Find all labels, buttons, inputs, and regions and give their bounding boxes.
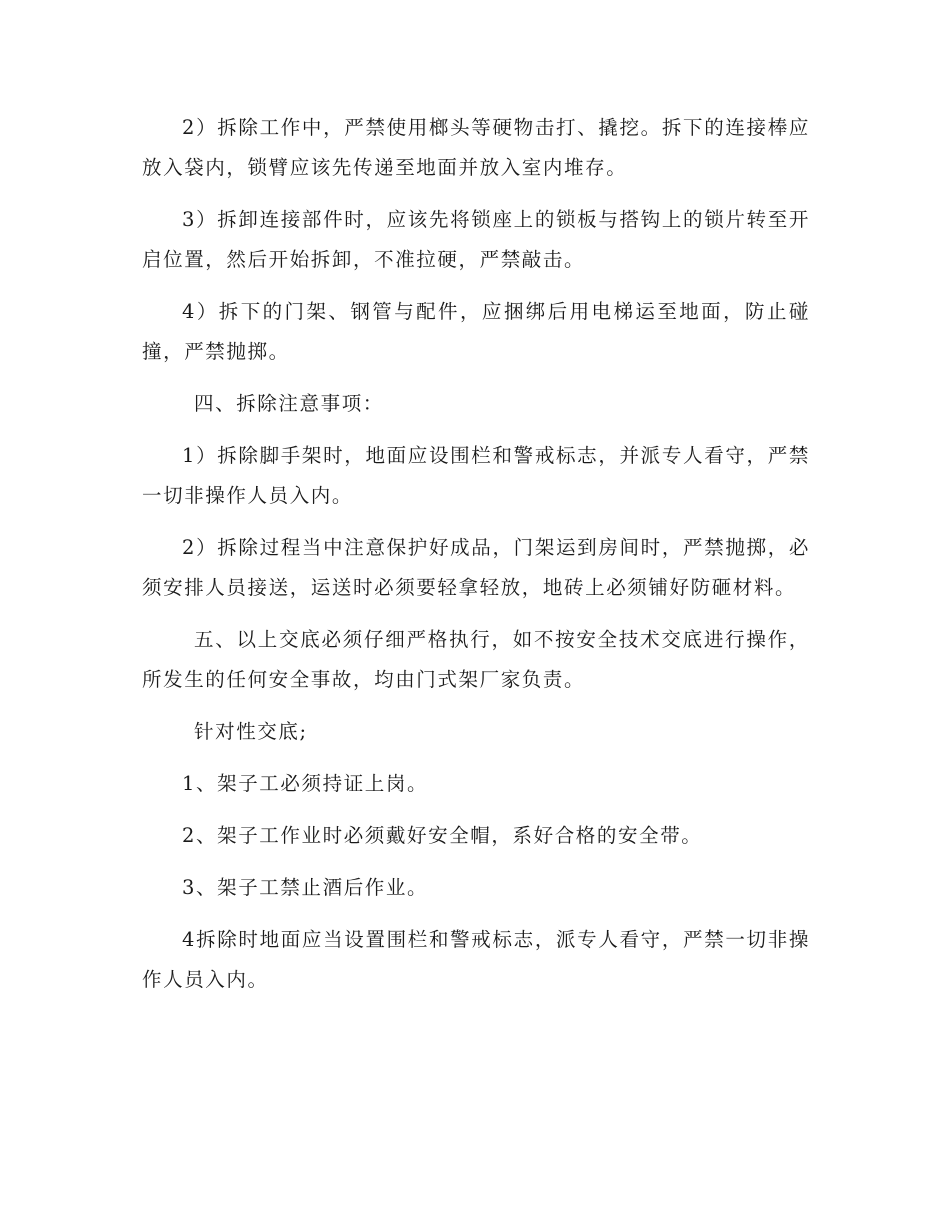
list-item-certified-workers: 1、架子工必须持证上岗。 — [182, 772, 429, 795]
paragraph-lower-materials: 4）拆下的门架、钢管与配件，应捆绑后用电梯运至地面，防止碰撞，严禁抛掷。 — [142, 300, 810, 363]
section-heading-strict-execution: 五、以上交底必须仔细严格执行，如不按安全技术交底进行操作，所发生的任何安全事故，均由门式架厂家负责。 — [142, 628, 810, 691]
document-body — [142, 108, 810, 1012]
section-heading-targeted-briefing: 针对性交底; — [194, 720, 308, 743]
section-heading-dismantle-precautions: 四、拆除注意事项： — [194, 392, 384, 415]
list-item-safety-helmet-belt: 2、架子工作业时必须戴好安全帽，系好合格的安全带。 — [182, 824, 703, 847]
paragraph-dismantle-connectors: 3）拆卸连接部件时，应该先将锁座上的锁板与搭钩上的锁片转至开启位置，然后开始拆卸，不准拉硬，严禁敲击。 — [142, 208, 810, 271]
paragraph-fence-and-warning: 1）拆除脚手架时，地面应设围栏和警戒标志，并派专人看守，严禁一切非操作人员入内。 — [142, 444, 810, 507]
list-item-ground-fence: 4拆除时地面应当设置围栏和警戒标志，派专人看守，严禁一切非操作人员入内。 — [142, 928, 810, 991]
paragraph-dismantle-no-hammer: 2）拆除工作中，严禁使用榔头等硬物击打、撬挖。拆下的连接棒应放入袋内，锁臂应该先传递至地面并放入室内堆存。 — [142, 116, 810, 179]
paragraph-protect-finished-products: 2）拆除过程当中注意保护好成品，门架运到房间时，严禁抛掷，必须安排人员接送，运送时必须要轻拿轻放，地砖上必须铺好防砸材料。 — [142, 536, 810, 599]
list-item-no-drinking: 3、架子工禁止酒后作业。 — [182, 876, 429, 899]
